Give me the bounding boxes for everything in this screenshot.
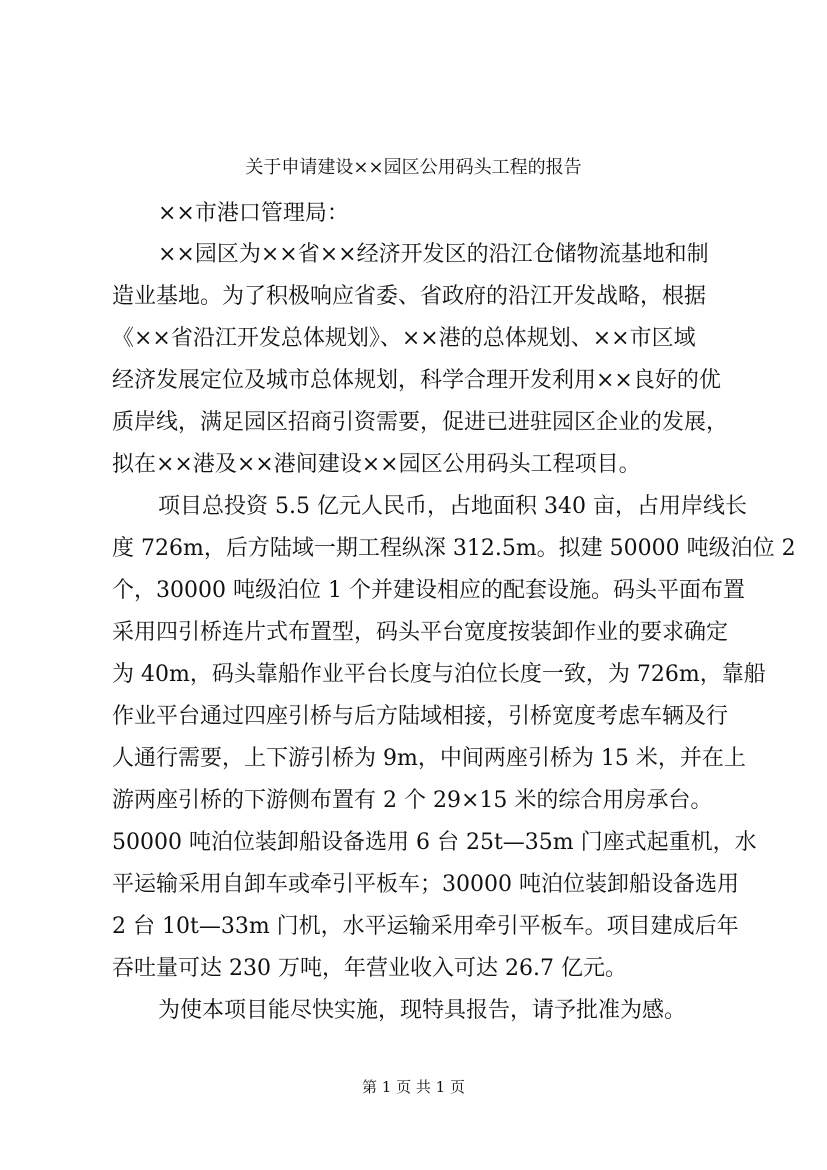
body-line: 拟在××港及××港间建设××园区公用码头工程项目。 — [112, 452, 641, 477]
body-line: 个，30000 吨级泊位 1 个并建设相应的配套设施。码头平面布置 — [112, 578, 745, 603]
body-line: 采用四引桥连片式布置型，码头平台宽度按装卸作业的要求确定 — [112, 620, 729, 645]
body-line: 度 726m，后方陆域一期工程纵深 312.5m。拟建 50000 吨级泊位 2 — [112, 536, 796, 561]
body-line: 项目总投资 5.5 亿元人民币，占地面积 340 亩，占用岸线长 — [158, 494, 747, 519]
body-line: 游两座引桥的下游侧布置有 2 个 29×15 米的综合用房承台。 — [112, 788, 713, 813]
body-line: ××园区为××省××经济开发区的沿江仓储物流基地和制 — [158, 242, 709, 267]
body-line: 经济发展定位及城市总体规划，科学合理开发利用××良好的优 — [112, 368, 721, 393]
body-line: 50000 吨泊位装卸船设备选用 6 台 25t—35m 门座式起重机，水 — [112, 830, 757, 855]
body-line: 人通行需要，上下游引桥为 9m，中间两座引桥为 15 米，并在上 — [112, 746, 746, 771]
body-line: 造业基地。为了积极响应省委、省政府的沿江开发战略，根据 — [112, 284, 707, 309]
body-line: 作业平台通过四座引桥与后方陆域相接，引桥宽度考虑车辆及行 — [112, 704, 729, 729]
body-line: 平运输采用自卸车或牵引平板车；30000 吨泊位装卸船设备选用 — [112, 872, 739, 897]
salutation: ××市港口管理局： — [158, 201, 349, 226]
body-line: 《××省沿江开发总体规划》、××港的总体规划、××市区域 — [112, 326, 696, 351]
document-title: 关于申请建设××园区公用码头工程的报告 — [245, 157, 582, 178]
body-line: 2 台 10t—33m 门机，水平运输采用牵引平板车。项目建成后年 — [112, 914, 739, 939]
page-footer: 第 1 页 共 1 页 — [362, 1078, 465, 1096]
body-line: 为 40m，码头靠船作业平台长度与泊位长度一致，为 726m，靠船 — [112, 662, 766, 687]
closing-line: 为使本项目能尽快实施，现特具报告，请予批准为感。 — [158, 998, 687, 1023]
body-line: 质岸线，满足园区招商引资需要，促进已进驻园区企业的发展， — [112, 410, 729, 435]
body-line: 吞吐量可达 230 万吨，年营业收入可达 26.7 亿元。 — [112, 956, 627, 981]
